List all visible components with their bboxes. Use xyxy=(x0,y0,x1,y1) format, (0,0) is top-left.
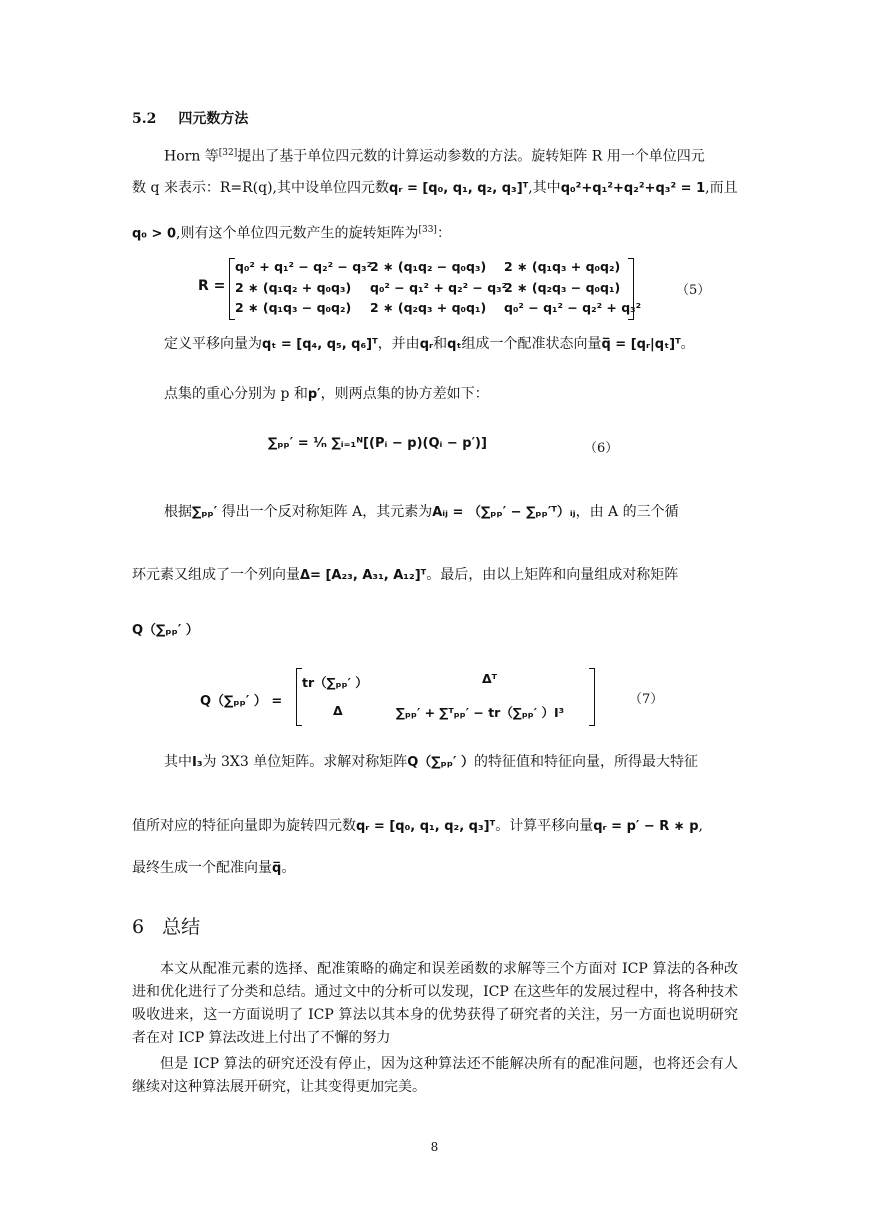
matrix-cell: Δ xyxy=(333,703,343,718)
paragraph-line xyxy=(132,858,295,879)
text-span: 环元素又组成了一个列向量 xyxy=(132,567,300,583)
math-inline: qᵣ xyxy=(419,337,434,352)
text-span: ，则两点集的协方差如下： xyxy=(320,386,489,402)
text-span: 数 q 来表示：R=R(q),其中设单位四元数 xyxy=(132,180,390,196)
math-inline: qᵣ = [q₀, q₁, q₂, q₃]ᵀ xyxy=(356,819,496,834)
text-span: 得出一个反对称矩阵 A，其元素为 xyxy=(221,504,433,520)
math-inline: p′ xyxy=(307,387,321,402)
text-span: ,则有这个单位四元数产生的旋转矩阵为 xyxy=(176,225,419,242)
text-span: 。 xyxy=(281,860,296,876)
text-span: 组成一个配准状态向量 xyxy=(461,336,602,352)
page-number: 8 xyxy=(430,1140,439,1154)
paragraph-line xyxy=(164,143,705,167)
paragraph-line xyxy=(164,384,489,405)
matrix-cell: 2 ∗ (q₁q₂ + q₀q₃) xyxy=(235,280,352,295)
paragraph-line xyxy=(164,752,698,773)
matrix-cell: ∑ₚₚ′ + ∑ᵀₚₚ′ − tr（∑ₚₚ′ ）I³ xyxy=(396,705,565,720)
matrix-cell: 2 ∗ (q₂q₃ + q₀q₁) xyxy=(370,300,487,315)
matrix-cell: 2 ∗ (q₂q₃ − q₀q₁) xyxy=(504,280,621,295)
math-inline: qₜ xyxy=(447,337,462,352)
math-inline: Δ= [A₂₃, A₃₁, A₁₂]ᵀ xyxy=(300,568,427,583)
math-inline: Q（∑ₚₚ′ ） xyxy=(407,755,475,770)
matrix-cell: q₀² − q₁² − q₂² + q₃² xyxy=(504,300,642,315)
text-span: 点集的重心分别为 p 和 xyxy=(164,386,308,402)
heading-title: 总结 xyxy=(162,916,201,938)
text-span: 。最后，由以上矩阵和向量组成对称矩阵 xyxy=(426,567,679,583)
paragraph-line xyxy=(132,565,678,586)
text-span: Horn 等 xyxy=(164,148,219,165)
paragraph-line xyxy=(132,178,738,199)
paragraph-line xyxy=(132,816,703,837)
text-span: 和 xyxy=(433,336,448,352)
paragraph-line xyxy=(164,334,695,355)
paragraph-line xyxy=(132,620,199,641)
heading-summary xyxy=(132,912,200,939)
equation-number: （5） xyxy=(676,283,711,298)
text-span: ,其中 xyxy=(528,180,561,196)
math-inline: q₀ > 0 xyxy=(132,226,176,242)
text-span: 为 3X3 单位矩阵。求解对称矩阵 xyxy=(202,754,408,770)
text-span: , xyxy=(698,818,703,834)
section-title: 四元数方法 xyxy=(178,111,249,127)
matrix-cell: Δᵀ xyxy=(482,671,498,686)
text-span: 的特征值和特征向量，所得最大特征 xyxy=(474,754,699,770)
text-span: 最终生成一个配准向量 xyxy=(132,860,272,876)
math-inline: qₜ = [q₄, q₅, q₆]ᵀ xyxy=(262,337,378,352)
text-span: 其中 xyxy=(164,754,192,770)
equation-number: （6） xyxy=(584,441,619,456)
matrix-cell: 2 ∗ (q₁q₃ + q₀q₂) xyxy=(504,259,621,274)
text-span: 根据 xyxy=(164,504,192,520)
paragraph-line xyxy=(164,502,679,523)
text-span: ，由 A 的三个循 xyxy=(575,504,679,520)
equation-number: （7） xyxy=(629,692,664,707)
math-inline: qᵣ = p′ − R ∗ p xyxy=(593,819,699,834)
paragraph-line xyxy=(132,220,451,245)
text-span: 定义平移向量为 xyxy=(164,336,262,352)
text-span: 。计算平移向量 xyxy=(495,818,594,834)
math-inline: ∑ₚₚ′ xyxy=(192,505,218,520)
matrix-cell: q₀² − q₁² + q₂² − q₃² xyxy=(370,280,508,295)
text-span: ，并由 xyxy=(377,336,420,352)
summary-paragraph: 但是 ICP 算法的研究还没有停止，因为这种算法还不能解决所有的配准问题，也将还会有人继续对这种算法展开研究，让其变得更加完美。 xyxy=(132,1056,738,1095)
text-span: 提出了基于单位四元数的计算运动参数的方法。旋转矩阵 R 用一个单位四元 xyxy=(237,148,705,165)
text-span: ,而且 xyxy=(705,180,738,196)
section-number: 5.2 xyxy=(132,111,157,127)
math-inline: I₃ xyxy=(192,755,203,770)
equation-lhs: Q（∑ₚₚ′ ） = xyxy=(200,694,283,709)
matrix-bracket-right xyxy=(589,668,595,726)
math-inline: q̅ xyxy=(272,861,282,876)
summary-paragraph: 本文从配准元素的选择、配准策略的确定和误差函数的求解等三个方面对 ICP 算法的各种改进和优化进行了分类和总结。通过文中的分析可以发现，ICP 在这些年的发展过程中，将各种技术吸收进来，这一方面说明了 ICP 算法以其本身的优势获得了研究者的关注，另一方面也说明研究者在对 ICP 算法改进上付出了不懈的努力 xyxy=(132,961,738,1046)
matrix-cell: 2 ∗ (q₁q₃ − q₀q₂) xyxy=(235,300,352,315)
matrix-cell: 2 ∗ (q₁q₂ − q₀q₃) xyxy=(370,259,487,274)
math-inline: q̅ = [qᵣ|qₜ]ᵀ xyxy=(601,337,681,352)
citation: [33] xyxy=(418,225,437,235)
text-span: 值所对应的特征向量即为旋转四元数 xyxy=(132,818,356,834)
matrix-cell: tr（∑ₚₚ′ ） xyxy=(302,675,368,690)
math-inline: q₀²+q₁²+q₂²+q₃² = 1 xyxy=(560,181,706,196)
math-inline: qᵣ = [q₀, q₁, q₂, q₃]ᵀ xyxy=(389,181,529,196)
equation-6: ∑ₚₚ′ = ¹⁄ₙ ∑ᵢ₌₁ᴺ[(Pᵢ − p)(Qᵢ − p′)] xyxy=(268,436,487,451)
equation-lhs: R = xyxy=(198,278,226,294)
text-span: 。 xyxy=(680,336,695,352)
math-inline: Aᵢⱼ = （∑ₚₚ′ − ∑ₚₚ′ᵀ）ᵢⱼ xyxy=(432,505,576,520)
matrix-cell: q₀² + q₁² − q₂² − q₃² xyxy=(235,259,373,274)
citation: [32] xyxy=(218,148,238,158)
section-heading xyxy=(132,108,248,128)
text-span: ： xyxy=(436,225,451,242)
math-inline: Q（∑ₚₚ′ ） xyxy=(132,623,199,638)
heading-number: 6 xyxy=(132,916,145,938)
